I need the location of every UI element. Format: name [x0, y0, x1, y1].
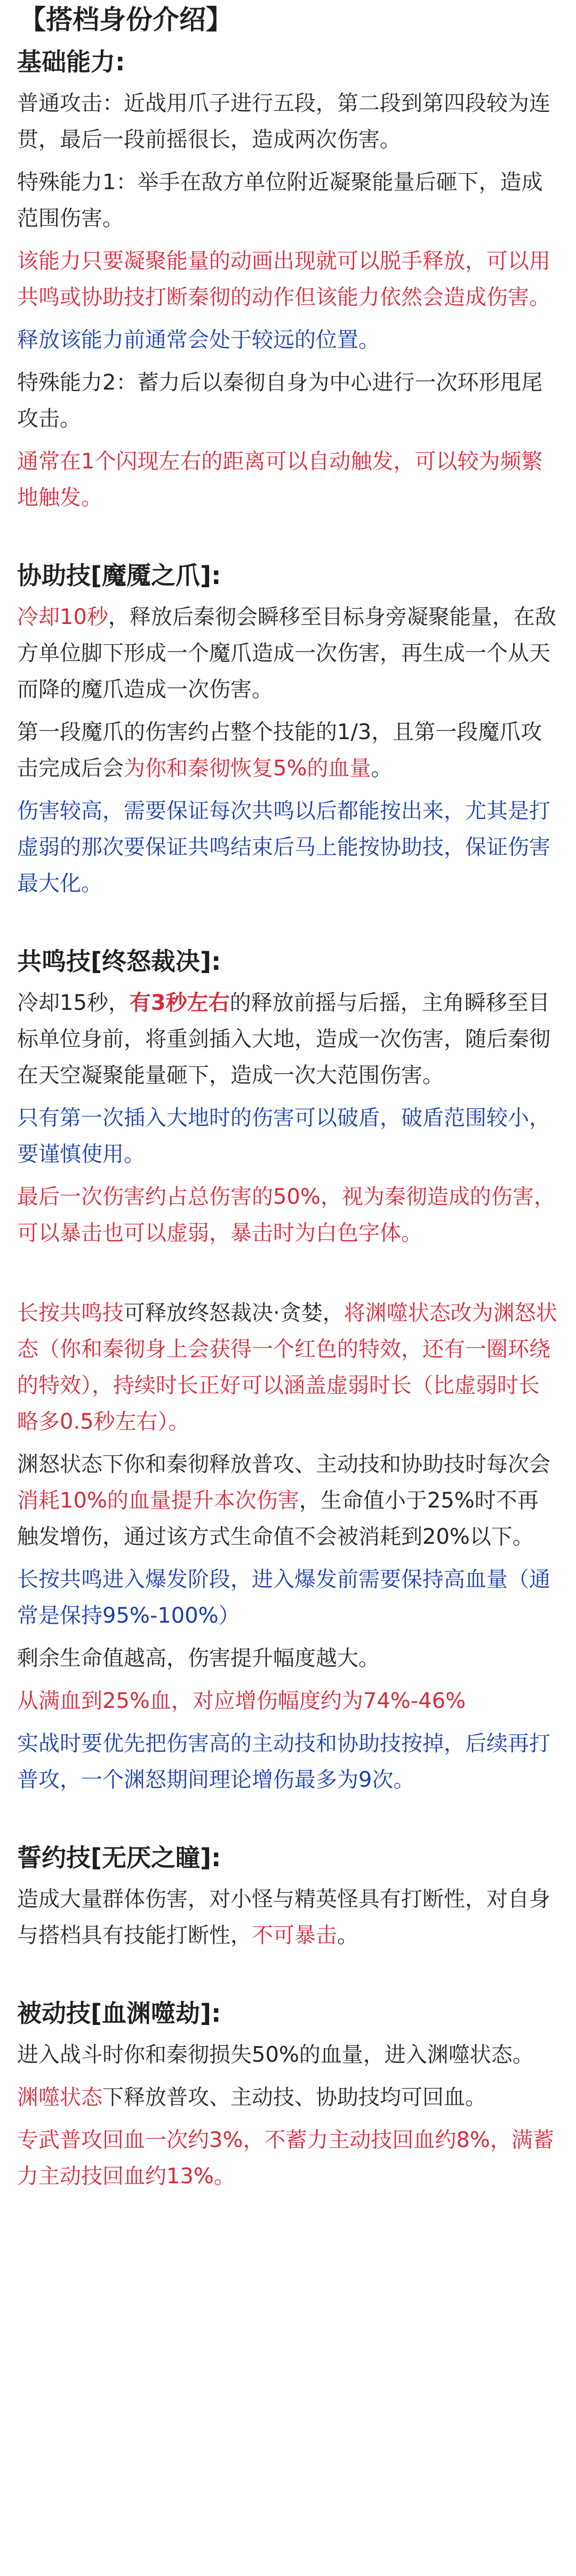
section: [17, 1960, 559, 2194]
paragraph: [17, 85, 559, 158]
section-gap: [17, 1258, 559, 1295]
text-segment: 下释放普攻、主动技、协助技均可回血。: [102, 2085, 486, 2110]
paragraph: [17, 2079, 559, 2116]
text-segment: ，生命值小于25%时不再触发增伤，通过该方式生命值不会被消耗到20%以下。: [17, 1488, 539, 1549]
text-segment: 第一段魔爪的伤害约占整个技能的1/3，且第一段魔爪攻击完成后会: [17, 720, 542, 781]
section-heading: 共鸣技[终怒裁决]:: [17, 947, 221, 976]
section-heading: 基础能力:: [17, 47, 125, 76]
paragraph: [17, 599, 559, 708]
section-heading: 被动技[血渊噬劫]:: [17, 1999, 221, 2028]
text-segment: 实战时要优先把伤害高的主动技和协助技按掉，后续再打普攻，一个渊怒期间理论增伤最多为9次。: [17, 1731, 550, 1792]
paragraph: [17, 1640, 559, 1676]
paragraph: [17, 793, 559, 902]
text-segment: ，释放后秦彻会瞬移至目标身旁凝聚能量，在敌方单位脚下形成一个魔爪造成一次伤害，再生成一个从天而降的魔爪造成一次伤害。: [17, 605, 556, 702]
document-page: [0, 3, 576, 2194]
paragraph: [17, 2122, 559, 2194]
text-segment: 最后一次伤害约占总伤害的50%，视为秦彻造成的伤害，可以暴击也可以虚弱，暴击时为白色字体。: [17, 1185, 555, 1245]
section-gap: [17, 908, 559, 945]
section: [17, 908, 559, 1251]
text-segment: 的释放前摇与后摇，主角瞬移至目标单位身前，将重剑插入大地，造成一次伤害，随后秦彻在天空凝聚能量砸下，造成一次大范围伤害。: [17, 991, 550, 1088]
text-segment: 有3秒左右: [129, 991, 230, 1015]
text-segment: 专武普攻回血一次约3%，不蓄力主动技回血约8%，满蓄力主动技回血约13%。: [17, 2128, 554, 2189]
text-segment: 造成大量群体伤害，对小怪与精英怪具有打断性，对自身与搭档具有技能打断性，: [17, 1887, 550, 1948]
paragraph: [17, 2037, 559, 2073]
text-segment: 进入战斗时你和秦彻损失50%的血量，进入渊噬状态。: [17, 2043, 534, 2067]
text-segment: 特殊能力2：蓄力后以秦彻自身为中心进行一次环形甩尾攻击。: [17, 370, 543, 431]
section-gap: [17, 1804, 559, 1842]
paragraph: [17, 1295, 559, 1440]
section: [17, 1804, 559, 1954]
text-segment: 渊噬状态: [17, 2085, 102, 2110]
paragraph: [17, 985, 559, 1093]
text-segment: 只有第一次插入大地时的伤害可以破盾，破盾范围较小，要谨慎使用。: [17, 1106, 550, 1167]
text-segment: 长按共鸣技: [17, 1301, 124, 1325]
text-segment: 从满血到25%血，对应增伤幅度约为74%-46%: [17, 1689, 466, 1713]
text-segment: 冷却10秒: [17, 605, 108, 629]
text-segment: 该能力只要凝聚能量的动画出现就可以脱手释放，可以用共鸣或协助技打断秦彻的动作但该能力依然会造成伤害。: [17, 249, 550, 310]
page-title: 【搭档身份介绍】: [19, 4, 233, 35]
paragraph: [17, 1683, 559, 1719]
sections-container: [17, 46, 559, 2194]
text-segment: 为你和秦彻恢复5%的血量: [124, 756, 371, 781]
text-segment: 将渊噬状态改为渊怒状态（你和秦彻身上会获得一个红色的特效，还有一圈环绕的特效），持续时长正好可以涵盖虚弱时长（比虚弱时长略多0.5秒左右）。: [17, 1301, 557, 1434]
text-segment: 冷却15秒，: [17, 991, 130, 1015]
paragraph: [17, 1179, 559, 1251]
text-segment: 普通攻击：近战用爪子进行五段，第二段到第四段较为连贯，最后一段前摇很长，造成两次伤害。: [17, 91, 550, 152]
text-segment: 长按共鸣进入爆发阶段，进入爆发前需要保持高血量（通常是保持95%-100%）: [17, 1567, 550, 1628]
section-heading: 誓约技[无厌之瞳]:: [17, 1843, 221, 1872]
paragraph: [17, 1881, 559, 1954]
text-segment: 特殊能力1：举手在敌方单位附近凝聚能量后砸下，造成范围伤害。: [17, 170, 543, 231]
paragraph: [17, 364, 559, 437]
text-segment: 不可暴击: [252, 1923, 337, 1948]
paragraph: [17, 443, 559, 516]
text-segment: 消耗10%的血量提升本次伤害: [17, 1488, 299, 1513]
text-segment: 释放该能力前通常会处于较远的位置。: [17, 328, 380, 352]
text-segment: 渊怒状态下你和秦彻释放普攻、主动技和协助技时每次会: [17, 1452, 550, 1477]
paragraph: [17, 322, 559, 358]
paragraph: [17, 1561, 559, 1634]
text-segment: 通常在1个闪现左右的距离可以自动触发，可以较为频繁地触发。: [17, 449, 543, 510]
text-segment: 。: [371, 756, 393, 781]
section-heading: 协助技[魔魇之爪]:: [17, 561, 221, 590]
paragraph: [17, 1446, 559, 1555]
paragraph: [17, 243, 559, 315]
section: [17, 1258, 559, 1798]
section: [17, 46, 559, 516]
paragraph: [17, 164, 559, 237]
paragraph: [17, 714, 559, 787]
section-gap: [17, 522, 559, 560]
text-segment: 剩余生命值越高，伤害提升幅度越大。: [17, 1646, 380, 1671]
paragraph: [17, 1100, 559, 1172]
text-segment: 伤害较高，需要保证每次共鸣以后都能按出来，尤其是打虚弱的那次要保证共鸣结束后马上能按协助技，保证伤害最大化。: [17, 799, 550, 896]
section-gap: [17, 1960, 559, 1997]
section: [17, 522, 559, 902]
text-segment: 可释放终怒裁决·贪婪，: [124, 1301, 344, 1325]
paragraph: [17, 1726, 559, 1798]
text-segment: 。: [337, 1923, 358, 1948]
